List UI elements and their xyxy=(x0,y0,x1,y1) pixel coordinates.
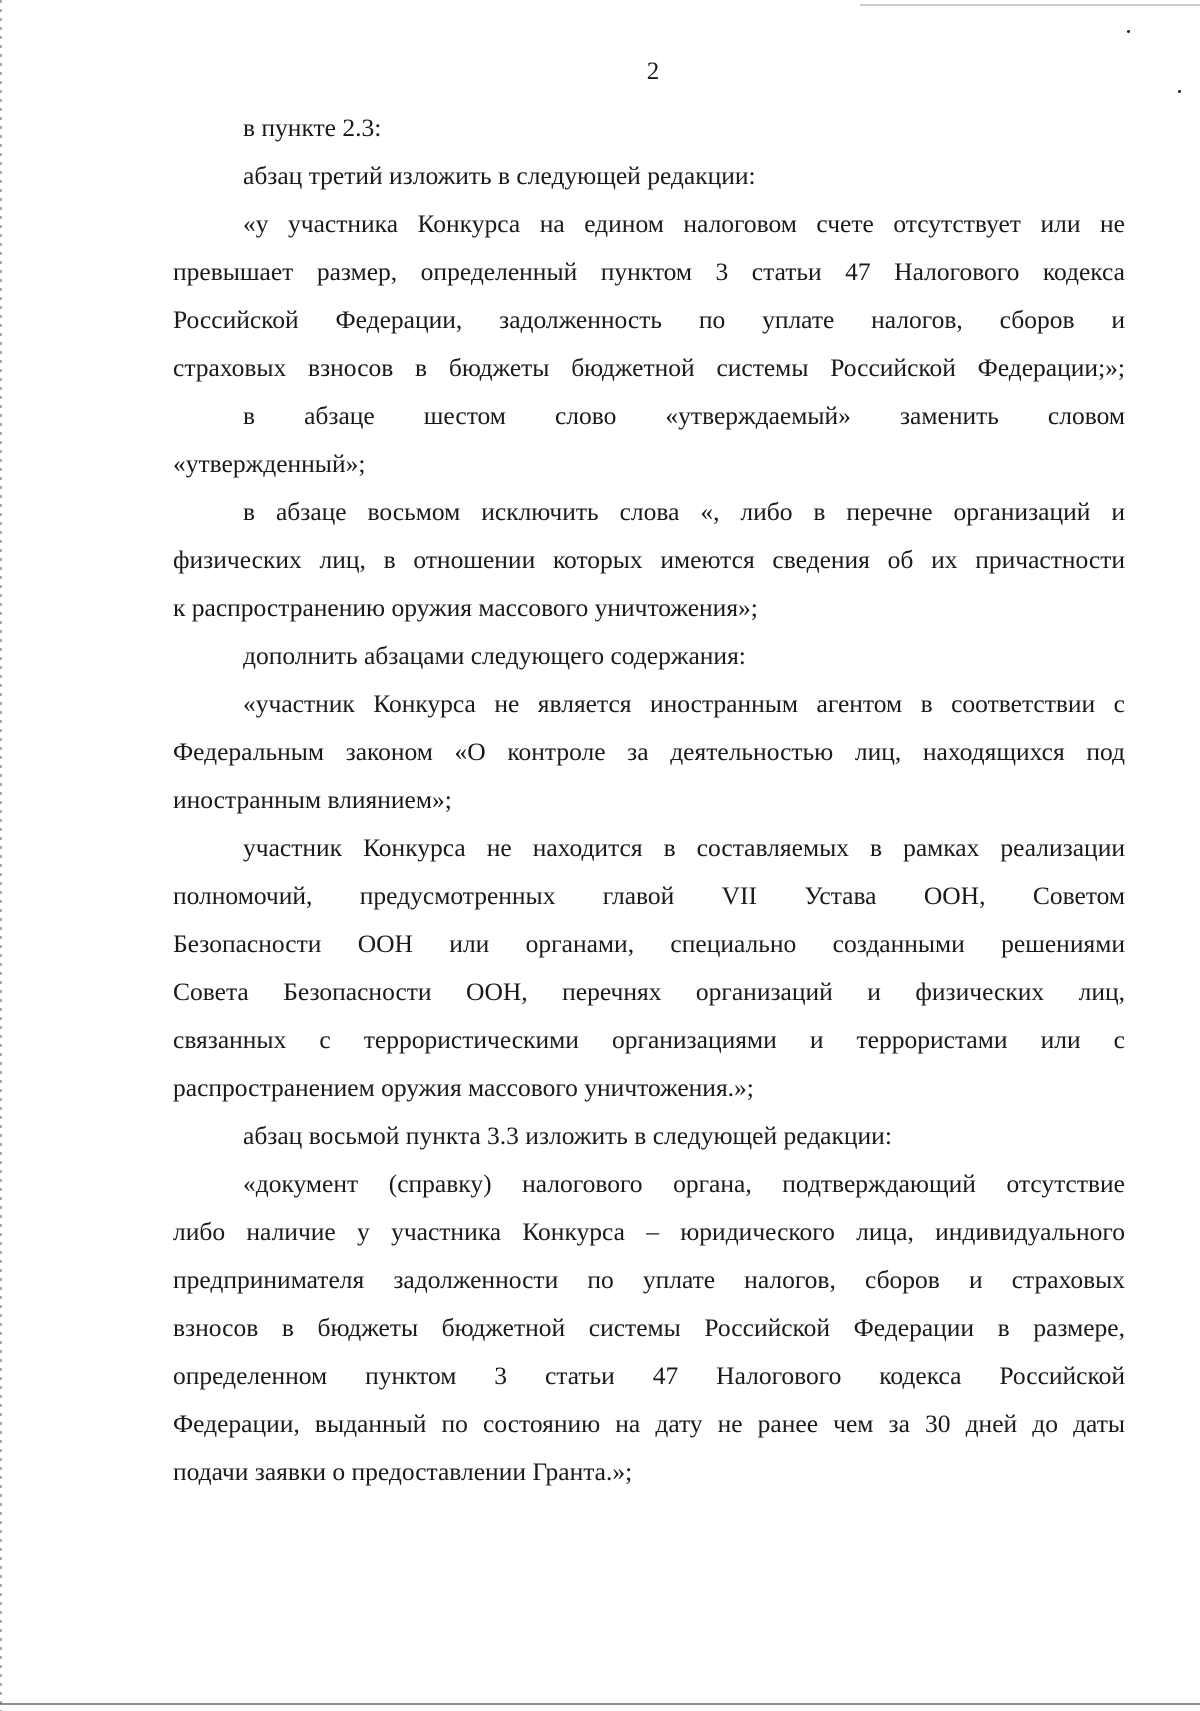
text-line: абзац третий изложить в следующей редакции: xyxy=(243,161,756,190)
scan-top-edge xyxy=(860,4,1200,6)
text-line: распространением оружия массового уничтожения.»; xyxy=(173,1073,754,1102)
text-line: в пункте 2.3: xyxy=(243,113,382,142)
text-line: дополнить абзацами следующего содержания: xyxy=(243,641,746,670)
text-line: в абзаце шестом слово «утверждаемый» заменить словом xyxy=(243,401,1125,430)
text-line: взносов в бюджеты бюджетной системы Российской Федерации в размере, xyxy=(173,1313,1125,1342)
text-line: абзац восьмой пункта 3.3 изложить в следующей редакции: xyxy=(243,1121,892,1150)
text-line: предпринимателя задолженности по уплате налогов, сборов и страховых xyxy=(173,1265,1125,1294)
scan-speck xyxy=(1127,30,1130,33)
text-line: полномочий, предусмотренных главой VII Устава ООН, Советом xyxy=(173,881,1125,910)
text-line: Российской Федерации, задолженность по уплате налогов, сборов и xyxy=(173,305,1125,334)
text-line: к распространению оружия массового уничтожения»; xyxy=(173,593,758,622)
text-line: либо наличие у участника Конкурса – юридического лица, индивидуального xyxy=(173,1217,1125,1246)
scan-speck xyxy=(1178,90,1181,93)
page-number: 2 xyxy=(646,58,660,85)
text-line: подачи заявки о предоставлении Гранта.»; xyxy=(173,1457,633,1486)
document-body xyxy=(173,104,1125,1496)
text-line: «у участника Конкурса на едином налоговом счете отсутствует или не xyxy=(243,209,1125,238)
text-line: превышает размер, определенный пунктом 3 статьи 47 Налогового кодекса xyxy=(173,257,1125,286)
text-line: «участник Конкурса не является иностранным агентом в соответствии с xyxy=(243,689,1125,718)
text-line: связанных с террористическими организациями и террористами или с xyxy=(173,1025,1125,1054)
text-line: «документ (справку) налогового органа, подтверждающий отсутствие xyxy=(243,1169,1125,1198)
text-line: Безопасности ООН или органами, специально созданными решениями xyxy=(173,929,1125,958)
text-line: физических лиц, в отношении которых имеются сведения об их причастности xyxy=(173,545,1125,574)
text-line: участник Конкурса не находится в составляемых в рамках реализации xyxy=(243,833,1125,862)
text-line: «утвержденный»; xyxy=(173,449,366,478)
text-line: Федеральным законом «О контроле за деятельностью лиц, находящихся под xyxy=(173,737,1125,766)
text-line: Федерации, выданный по состоянию на дату не ранее чем за 30 дней до даты xyxy=(173,1409,1125,1438)
text-line: в абзаце восьмом исключить слова «, либо в перечне организаций и xyxy=(243,497,1125,526)
text-line: страховых взносов в бюджеты бюджетной системы Российской Федерации;»; xyxy=(173,353,1125,382)
scan-left-edge xyxy=(0,0,2,1711)
text-line: определенном пунктом 3 статьи 47 Налогового кодекса Российской xyxy=(173,1361,1125,1390)
text-line: иностранным влиянием»; xyxy=(173,785,452,814)
text-line: Совета Безопасности ООН, перечнях организаций и физических лиц, xyxy=(173,977,1125,1006)
scan-bottom-edge xyxy=(0,1703,1200,1705)
